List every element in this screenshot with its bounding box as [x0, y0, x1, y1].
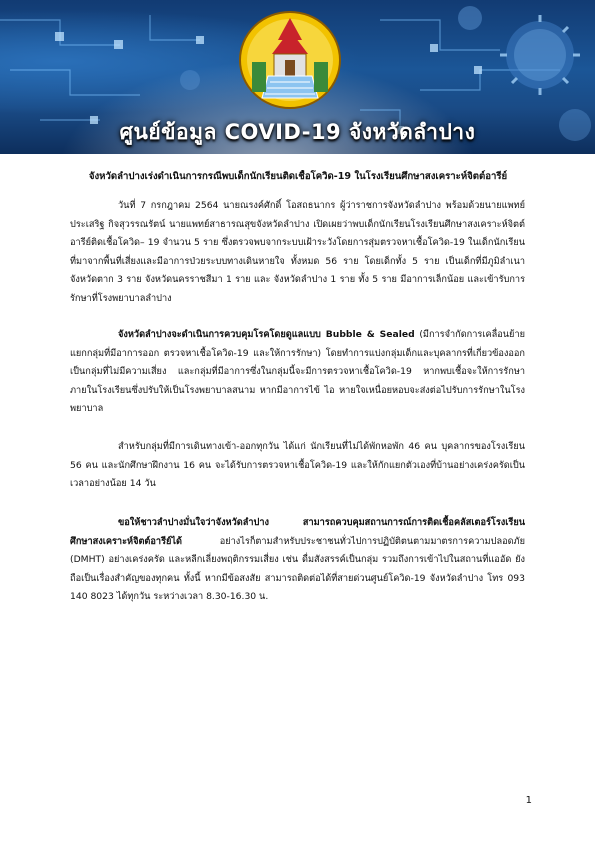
banner-title: ศูนย์ข้อมูล COVID-19 จังหวัดลำปาง: [119, 120, 476, 144]
paragraph-2-text: (มีการจำกัดการเคลื่อนย้าย แยกกลุ่มที่มีอาการออก ตรวจหาเชื้อโควิด-19 และให้การรักษา) โดยทำการแบ่งกลุ่มเด็กและบุคลากรที่เกี่ยวข้องออกเป็นกลุ่มที่ไม่มีความเสี่ยง และกลุ่มที่มีอาการซึ่งในกลุ่มนี้จะมีการตรวจหาเชื้อโควิด-19 หากพบเชื้อจะให้การรักษาภายในโรงเรียนซึ่งปรับให้เป็นโรงพยาบาลสนาม หากมีอาการไข้ ไอ หายใจเหนื่อยหอบจะส่งต่อไปรับการรักษาในโรงพยาบาล: [70, 329, 525, 415]
paragraph-4-text: อย่างไรก็ตามสำหรับประชาชนทั่วไปการปฏิบัติตนตามมาตรการความปลอดภัย (DMHT) อย่างเคร่งครัด และหลีกเลี่ยงพฤติกรรมเสี่ยง เช่น ดื่มสังสรรค์เป็นกลุ่ม รวมถึงการเข้าไปในสถานที่แออัด ยังถือเป็นเรื่องสำคัญของทุกคน ทั้งนี้ หากมีข้อสงสัย สามารถติดต่อได้ที่สายด่วนศูนย์โควิด-19 จังหวัดลำปาง โทร 093 140 8023 ได้ทุกวัน ระหว่างเวลา 8.30-16.30 น.: [70, 535, 525, 603]
paragraph-2-bold-lead: จังหวัดลำปางจะดำเนินการควบคุมโรคโดยดูแลแบบ Bubble & Sealed: [118, 329, 415, 340]
lampang-province-seal: [238, 10, 342, 110]
paragraph-3: [70, 438, 525, 494]
paragraph-4: [70, 514, 525, 607]
page-number: 1: [525, 795, 532, 806]
paragraph-4-bold-lead: ขอให้ชาวลำปางมั่นใจว่าจังหวัดลำปาง สามารถควบคุมสถานการณ์การติดเชื้อคลัสเตอร์โรงเรียนศึกษาสงเคราะห์จิตต์อารีย์ได้: [70, 517, 525, 547]
paragraph-3-text: สำหรับกลุ่มที่มีการเดินทางเข้า-ออกทุกวัน ได้แก่ นักเรียนที่ไม่ได้พักหอพัก 46 คน บุคลากรของโรงเรียน 56 คน และนักศึกษาฝึกงาน 16 คน จะได้รับการตรวจหาเชื้อโควิด-19 และให้กักแยกตัวเองที่บ้านอย่างเคร่งครัดเป็นเวลาอย่างน้อย 14 วัน: [70, 441, 525, 490]
paragraph-1: [70, 197, 525, 309]
header-banner: [0, 0, 595, 154]
document-headline: จังหวัดลำปางเร่งดำเนินการกรณีพบเด็กนักเรียนติดเชื้อโควิด-19 ในโรงเรียนศึกษาสงเคราะห์จิตต์อารีย์: [88, 171, 508, 182]
paragraph-1-text: วันที่ 7 กรกฎาคม 2564 นายณรงค์ศักดิ์ โอสถธนากร ผู้ว่าราชการจังหวัดลำปาง พร้อมด้วยนายแพทย์ประเสริฐ กิจสุวรรณรัตน์ นายแพทย์สาธารณสุขจังหวัดลำปาง เปิดเผยว่าพบเด็กนักเรียนโรงเรียนศึกษาสงเคราะห์จิตต์อารีย์ติดเชื้อโควิด– 19 จำนวน 5 ราย ซึ่งตรวจพบจากระบบเฝ้าระวังโดยการสุ่มตรวจหาเชื้อโควิด-19 ในเด็กนักเรียนที่มาจากพื้นที่เสี่ยงและมีอาการป่วยระบบทางเดินหายใจ ทั้งหมด 56 ราย โดยเด็กทั้ง 5 ราย เป็นเด็กที่มีภูมิลำเนาจังหวัดตาก 3 ราย จังหวัดนครราชสีมา 1 ราย และ จังหวัดลำปาง 1 ราย ทั้ง 5 ราย มีอาการเล็กน้อย และเข้ารับการรักษาที่โรงพยาบาลลำปาง: [70, 200, 525, 304]
paragraph-2: [70, 326, 525, 419]
